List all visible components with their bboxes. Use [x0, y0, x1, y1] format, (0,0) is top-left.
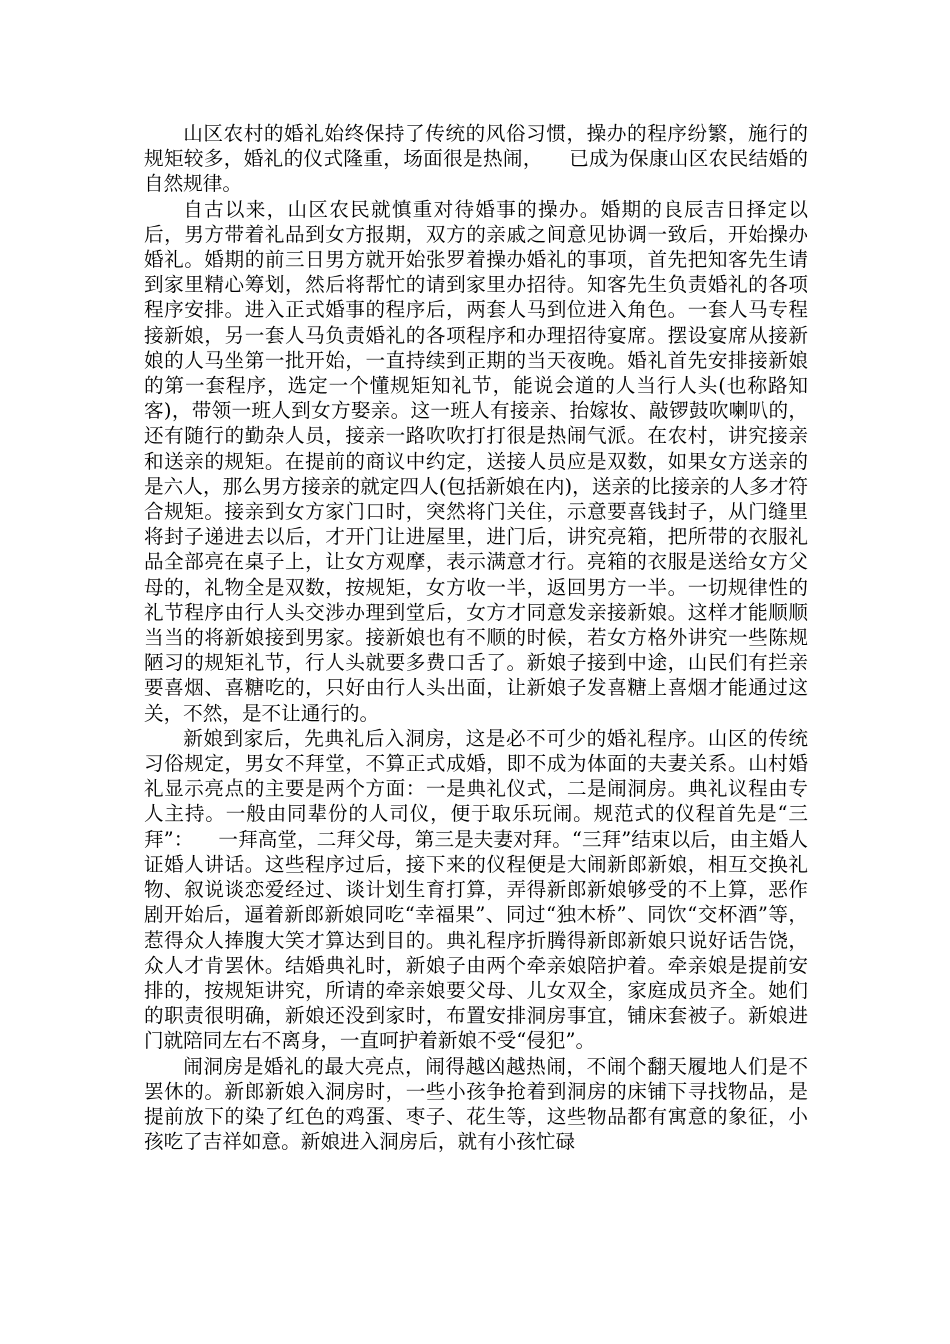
- document-page: [144, 121, 808, 1154]
- paragraph-wedding-preparation: 自古以来，山区农民就慎重对待婚事的操办。婚期的良辰吉日择定以后，男方带着礼品到女方报期，双方的亲戚之间意见协调一致后，开始操办婚礼。婚期的前三日男方就开始张罗着操办婚礼的事项，首先把知客先生请到家里精心筹划，然后将帮忙的请到家里办招待。知客先生负责婚礼的各项程序安排。进入正式婚事的程序后，两套人马到位进入角色。一套人马专程接新娘，另一套人马负责婚礼的各项程序和办理招待宴席。摆设宴席从接新娘的人马坐第一批开始，一直持续到正期的当天夜晚。婚礼首先安排接新娘的第一套程序，选定一个懂规矩知礼节，能说会道的人当行人头(也称路知客)，带领一班人到女方娶亲。这一班人有接亲、抬嫁妆、敲锣鼓吹喇叭的，还有随行的勤杂人员，接亲一路吹吹打打很是热闹气派。在农村，讲究接亲和送亲的规矩。在提前的商议中约定，送接人员应是双数，如果女方送亲的是六人，那么男方接亲的就定四人(包括新娘在内)，送亲的比接亲的人多才符合规矩。接亲到女方家门口时，突然将门关住，示意要喜钱封子，从门缝里将封子递进去以后，才开门让进屋里，进门后，讲究亮箱，把所带的衣服礼品全部亮在桌子上，让女方观摩，表示满意才行。亮箱的衣服是送给女方父母的，礼物全是双数，按规矩，女方收一半，返回男方一半。一切规律性的礼节程序由行人头交涉办理到堂后，女方才同意发亲接新娘。这样才能顺顺当当的将新娘接到男家。接新娘也有不顺的时候，若女方格外讲究一些陈规陋习的规矩礼节，行人头就要多费口舌了。新娘子接到中途，山民们有拦亲要喜烟、喜糖吃的，只好由行人头出面，让新娘子发喜糖上喜烟才能通过这关，不然，是不让通行的。: [144, 197, 808, 725]
- paragraph-intro: 山区农村的婚礼始终保持了传统的风俗习惯，操办的程序纷繁，施行的规矩较多，婚礼的仪式隆重，场面很是热闹， 已成为保康山区农民结婚的自然规律。: [144, 122, 808, 196]
- paragraph-bridal-chamber: 闹洞房是婚礼的最大亮点，闹得越凶越热闹，不闹个翻天履地人们是不罢休的。新郎新娘入洞房时，一些小孩争抢着到洞房的床铺下寻找物品，是提前放下的染了红色的鸡蛋、枣子、花生等，这些物品都有寓意的象征，小孩吃了吉祥如意。新娘进入洞房后，就有小孩忙碌: [144, 1054, 808, 1154]
- paragraph-wedding-ceremony: 新娘到家后，先典礼后入洞房，这是必不可少的婚礼程序。山区的传统习俗规定，男女不拜堂，不算正式成婚，即不成为体面的夫妻关系。山村婚礼显示亮点的主要是两个方面：一是典礼仪式，二是闹洞房。典礼议程由专人主持。一般由同辈份的人司仪，便于取乐玩闹。规范式的仪程首先是“三拜”： 一拜高堂，二拜父母，第三是夫妻对拜。“三拜”结束以后，由主婚人证婚人讲话。这些程序过后，接下来的仪程便是大闹新郎新娘，相互交换礼物、叙说谈恋爱经过、谈计划生育打算，弄得新郎新娘够受的不上算，恶作剧开始后，逼着新郎新娘同吃“幸福果”、同过“独木桥”、同饮“交杯酒”等，惹得众人捧腹大笑才算达到目的。典礼程序折腾得新郎新娘只说好话告饶，众人才肯罢休。结婚典礼时，新娘子由两个牵亲娘陪护着。牵亲娘是提前安排的，按规矩讲究，所请的牵亲娘要父母、儿女双全，家庭成员齐全。她们的职责很明确，新娘还没到家时，布置安排洞房事宜，铺床套被子。新娘进门就陪同左右不离身，一直呵护着新娘不受“侵犯”。: [144, 726, 808, 1053]
